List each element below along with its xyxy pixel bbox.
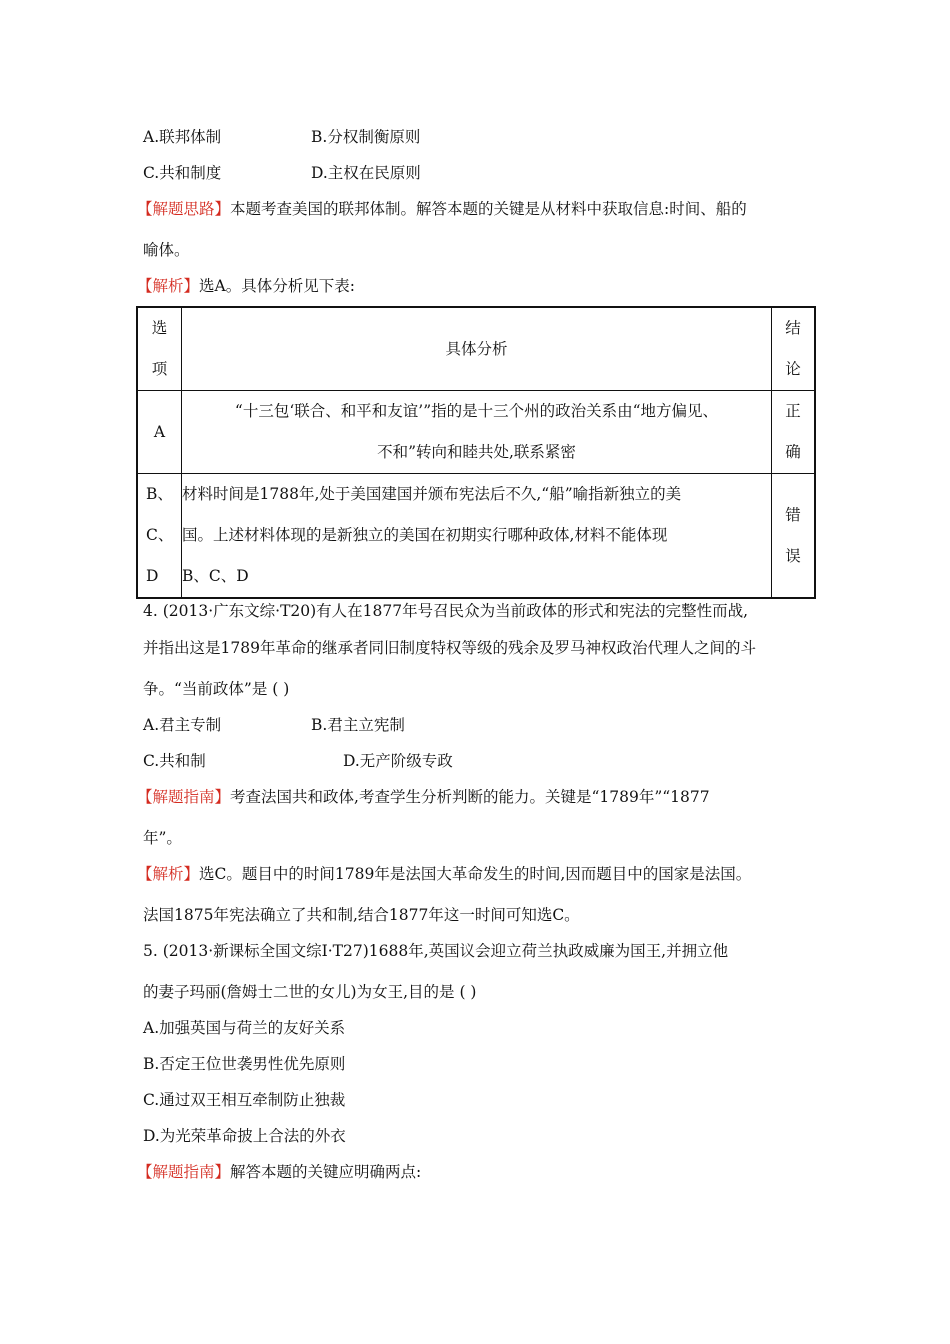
- header-conclusion-char-1: 结: [785, 319, 801, 337]
- row-a-analysis: [182, 391, 772, 474]
- header-option-char-2: 项: [151, 360, 168, 378]
- header-analysis-cell: 具体分析: [182, 307, 772, 391]
- q4-stem-line-1: 4. (2013·广东文综·T20)有人在1877年号召民众为当前政体的形式和宪法的完整性而战,: [143, 602, 749, 620]
- row-bcd-conclusion: [772, 474, 816, 599]
- q3-option-c: C.共和制度: [143, 164, 222, 182]
- q5-option-b: B.否定王位世袭男性优先原则: [143, 1055, 346, 1073]
- row-bcd-option-1: B、: [146, 485, 173, 503]
- q3-analysis: [137, 276, 355, 296]
- q4-guide-tag: 【解题指南】: [137, 788, 231, 806]
- q3-hint-line2: 喻体。: [143, 241, 190, 259]
- q3-analysis-text: 选A。具体分析见下表:: [199, 277, 355, 295]
- row-bcd-conclusion-char-2: 误: [785, 546, 801, 565]
- q4-analysis-text: 选C。题目中的时间1789年是法国大革命发生的时间,因而题目中的国家是法国。: [199, 865, 752, 883]
- q4-guide-text: 考查法国共和政体,考查学生分析判断的能力。关键是“1789年”“1877: [230, 788, 710, 806]
- q4-analysis-tag: 【解析】: [137, 865, 200, 883]
- q4-analysis: [137, 864, 751, 884]
- q3-analysis-tag: 【解析】: [137, 277, 200, 295]
- q4-stem-line-2: 并指出这是1789年革命的继承者同旧制度特权等级的残余及罗马神权政治代理人之间的斗: [143, 639, 756, 657]
- row-a-option: A: [137, 391, 182, 474]
- header-option-cell: [137, 307, 182, 391]
- q4-option-c: C.共和制: [143, 752, 206, 770]
- q3-option-d: D.主权在民原则: [311, 164, 421, 182]
- row-bcd-analysis-line-1: 材料时间是1788年,处于美国建国并颁布宪法后不久,“船”喻指新独立的美: [182, 485, 682, 503]
- analysis-table: [136, 306, 816, 599]
- row-bcd-analysis: [182, 474, 772, 599]
- q5-option-c: C.通过双王相互牵制防止独裁: [143, 1091, 346, 1109]
- q4-guide-line2: 年”。: [143, 829, 182, 847]
- header-option-char-1: 选: [151, 319, 168, 337]
- q5-stem-line-1: 5. (2013·新课标全国文综Ⅰ·T27)1688年,英国议会迎立荷兰执政威廉为国王,并拥立他: [143, 942, 729, 960]
- q4-option-b: B.君主立宪制: [311, 716, 405, 734]
- q4-option-a: A.君主专制: [143, 716, 222, 734]
- q5-stem-line-2: 的妻子玛丽(詹姆士二世的女儿)为女王,目的是 ( ): [143, 983, 477, 1001]
- row-a-conclusion-char-1: 正: [785, 402, 801, 420]
- q5-guide-tag: 【解题指南】: [137, 1163, 231, 1181]
- q5-guide: [137, 1162, 421, 1182]
- q5-option-d: D.为光荣革命披上合法的外衣: [143, 1127, 346, 1145]
- header-conclusion-char-2: 论: [785, 360, 801, 378]
- q4-option-d: D.无产阶级专政: [343, 752, 453, 770]
- q5-option-a: A.加强英国与荷兰的友好关系: [143, 1019, 346, 1037]
- row-a-analysis-line-2: 不和”转向和睦共处,联系紧密: [377, 443, 576, 461]
- q5-guide-text: 解答本题的关键应明确两点:: [230, 1163, 422, 1181]
- table-row: [137, 474, 815, 599]
- row-bcd-analysis-line-2: 国。上述材料体现的是新独立的美国在初期实行哪种政体,材料不能体现: [182, 526, 668, 544]
- q4-guide: [137, 787, 710, 807]
- q3-option-b: B.分权制衡原则: [311, 128, 421, 146]
- table-header-row: [137, 307, 815, 391]
- row-bcd-option: [137, 474, 182, 599]
- q3-hint-tag: 【解题思路】: [137, 200, 231, 218]
- table-row: [137, 391, 815, 474]
- q4-analysis-line2: 法国1875年宪法确立了共和制,结合1877年这一时间可知选C。: [143, 906, 580, 924]
- row-bcd-option-3: D: [146, 567, 159, 585]
- row-bcd-conclusion-char-1: 错: [785, 505, 801, 524]
- row-a-analysis-line-1: “十三包‘联合、和平和友谊’”指的是十三个州的政治关系由“地方偏见、: [234, 402, 719, 420]
- q4-stem-line-3: 争。“当前政体”是 ( ): [143, 680, 290, 698]
- q3-hint-text: 本题考查美国的联邦体制。解答本题的关键是从材料中获取信息:时间、船的: [230, 200, 747, 218]
- header-conclusion-cell: [772, 307, 816, 391]
- row-bcd-analysis-line-3: B、C、D: [182, 567, 249, 585]
- row-a-conclusion: [772, 391, 816, 474]
- q3-hint: [137, 199, 747, 219]
- q3-option-a: A.联邦体制: [143, 128, 222, 146]
- row-bcd-option-2: C、: [146, 526, 174, 544]
- row-a-conclusion-char-2: 确: [785, 443, 801, 461]
